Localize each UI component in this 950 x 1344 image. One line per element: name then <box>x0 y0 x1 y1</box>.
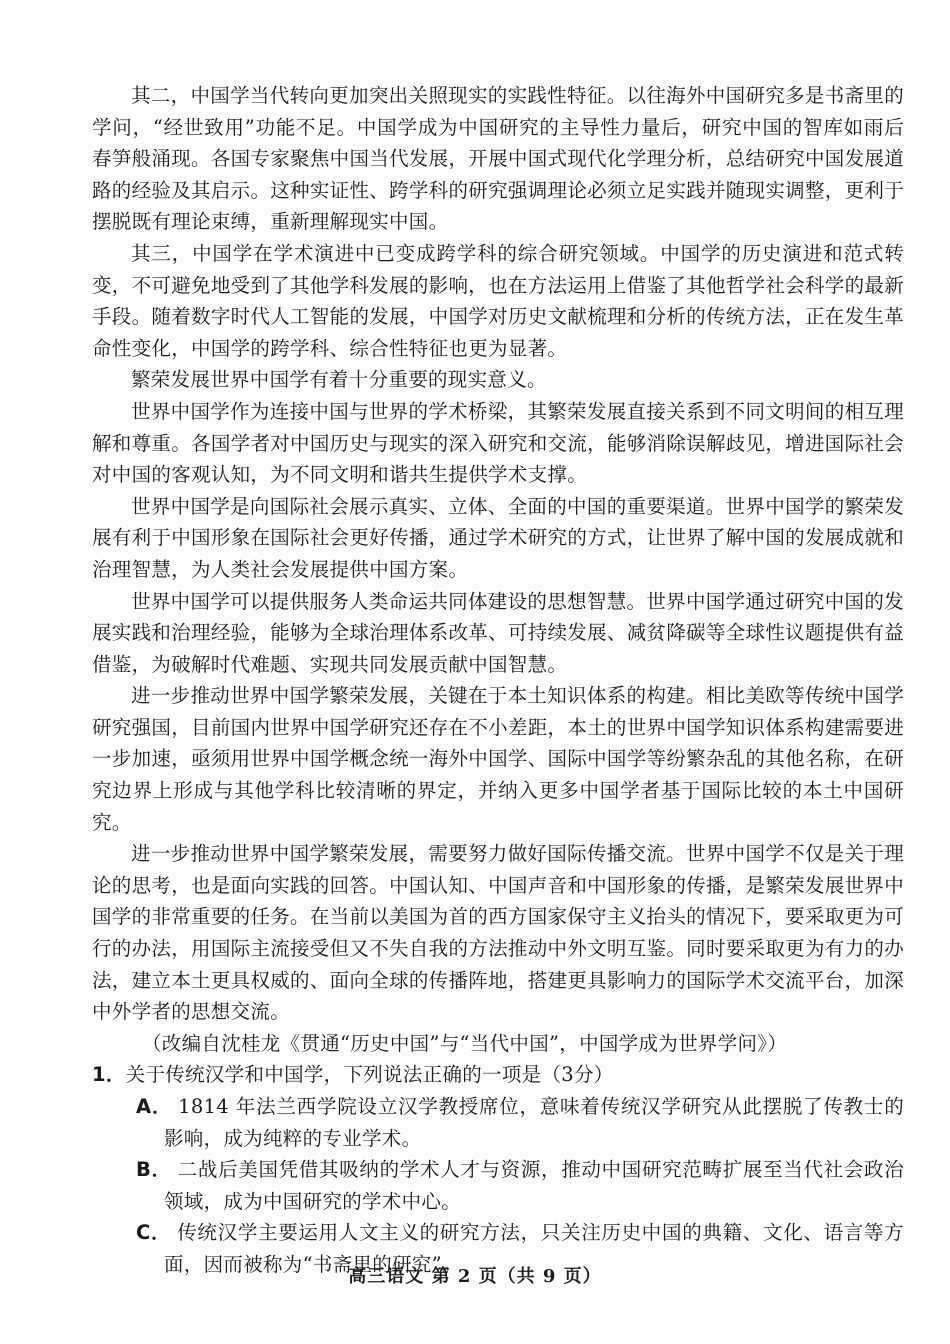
paragraph-5: 世界中国学是向国际社会展示真实、立体、全面的中国的重要渠道。世界中国学的繁荣发展有利于中国形象在国际社会更好传播，通过学术研究的方式，让世界了解中国的发展成就和治理智慧，为人类社会发展提供中国方案。 <box>92 494 904 581</box>
option-letter: B． <box>136 1158 172 1182</box>
paragraph-6: 世界中国学可以提供服务人类命运共同体建设的思想智慧。世界中国学通过研究中国的发展实践和治理经验，能够为全球治理体系改革、可持续发展、减贫降碳等全球性议题提供有益借鉴，为破解时代难题、实现共同发展贡献中国智慧。 <box>92 589 904 676</box>
option-text: 传统汉学主要运用人文主义的研究方法，只关注历史中国的典籍、文化、语言等方面，因而被称为“书斋里的研究”。 <box>164 1221 904 1276</box>
option-b <box>92 1154 904 1217</box>
paragraph-8: 进一步推动世界中国学繁荣发展，需要努力做好国际传播交流。世界中国学不仅是关于理论的思考，也是面向实践的回答。中国认知、中国声音和中国形象的传播，是繁荣发展世界中国学的非常重要的任务。在当前以美国为首的西方国家保守主义抬头的情况下，要采取更为可行的办法，用国际主流接受但又不失自我的方法推动中外文明互鉴。同时要采取更为有力的办法，建立本土更具权威的、面向全球的传播阵地，搭建更具影响力的国际学术交流平台，加深中外学者的思想交流。 <box>92 842 904 1024</box>
option-text: 二战后美国凭借其吸纳的学术人才与资源，推动中国研究范畴扩展至当代社会政治领域，成为中国研究的学术中心。 <box>164 1158 904 1213</box>
question-number: 1． <box>92 1063 126 1087</box>
paragraph-1: 其二，中国学当代转向更加突出关照现实的实践性特征。以往海外中国研究多是书斋里的学问，“经世致用”功能不足。中国学成为中国研究的主导性力量后，研究中国的智库如雨后春笋般涌现。各国专家聚焦中国当代发展，开展中国式现代化学理分析，总结研究中国发展道路的经验及其启示。这种实证性、跨学科的研究强调理论必须立足实践并随现实调整，更利于摆脱既有理论束缚，重新理解现实中国。 <box>92 84 904 234</box>
source-citation: （改编自沈桂龙《贯通“历史中国”与“当代中国”，中国学成为世界学问》） <box>142 1031 788 1055</box>
question-text: 关于传统汉学和中国学，下列说法正确的一项是（3分） <box>125 1063 614 1087</box>
question-1 <box>92 1059 904 1280</box>
option-letter: A． <box>136 1095 173 1118</box>
page-footer: 高三语文 第 2 页（共 9 页） <box>348 1266 602 1287</box>
option-letter: C． <box>136 1221 172 1245</box>
paragraph-4: 世界中国学作为连接中国与世界的学术桥梁，其繁荣发展直接关系到不同文明间的相互理解和尊重。各国学者对中国历史与现实的深入研究和交流，能够消除误解歧见，增进国际社会对中国的客观认知，为不同文明和谐共生提供学术支撑。 <box>92 399 904 487</box>
question-stem <box>92 1059 904 1091</box>
paragraph-7: 进一步推动世界中国学繁荣发展，关键在于本土知识体系的构建。相比美欧等传统中国学研究强国，目前国内世界中国学研究还存在不小差距，本土的世界中国学知识体系构建需要进一步加速，亟须用世界中国学概念统一海外中国学、国际中国学等纷繁杂乱的其他名称，在研究边界上形成与其他学科比较清晰的界定，并纳入更多中国学者基于国际比较的本土中国研究。 <box>92 684 904 834</box>
reading-passage <box>92 80 904 1281</box>
paragraph-2: 其三，中国学在学术演进中已变成跨学科的综合研究领域。中国学的历史演进和范式转变，不可避免地受到了其他学科发展的影响，也在方法运用上借鉴了其他哲学社会科学的最新手段。随着数字时代人工智能的发展，中国学对历史文献梳理和分析的传统方法，正在发生革命性变化，中国学的跨学科、综合性特征也更为显著。 <box>92 241 904 360</box>
option-a <box>92 1091 904 1154</box>
paragraph-3: 繁荣发展世界中国学有着十分重要的现实意义。 <box>131 368 547 392</box>
option-text: 1814 年法兰西学院设立汉学教授席位，意味着传统汉学研究从此摆脱了传教士的影响，成为纯粹的专业学术。 <box>164 1095 904 1150</box>
